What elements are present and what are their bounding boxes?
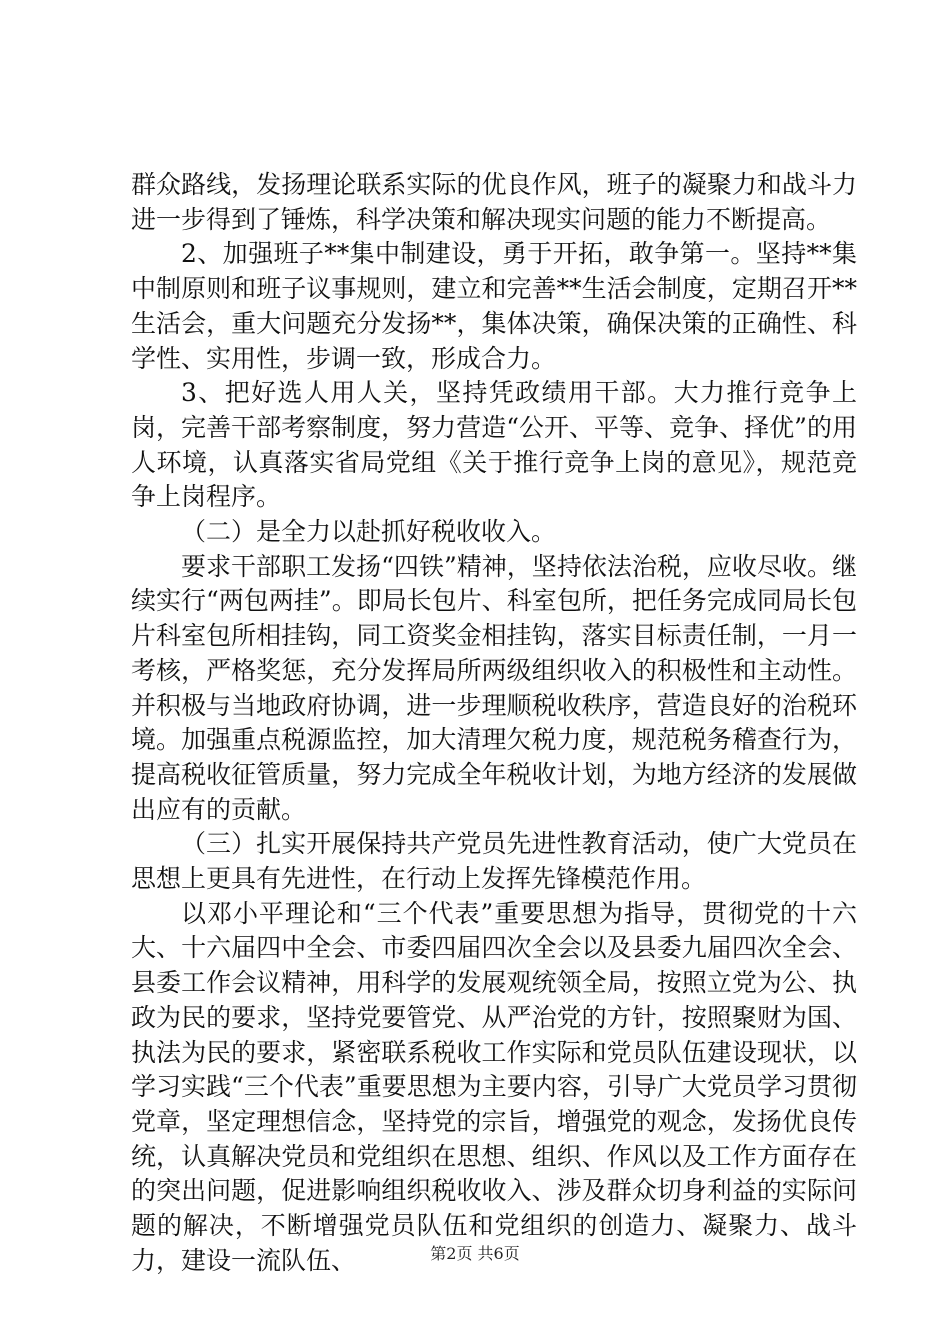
paragraph-item-2: 2、加强班子**集中制建设，勇于开拓，敢争第一。坚持**集中制原则和班子议事规则，建立和完善**生活会制度，定期召开**生活会，重大问题充分发扬**，集体决策，确保决策的正确性、科学性、实用性，步调一致，形成合力。: [131, 239, 857, 373]
paragraph-continuation: 群众路线，发扬理论联系实际的优良作风，班子的凝聚力和战斗力进一步得到了锤炼，科学决策和解决现实问题的能力不断提高。: [131, 170, 857, 234]
paragraph-tax-revenue: 要求干部职工发扬“四铁”精神，坚持依法治税，应收尽收。继续实行“两包两挂”。即局长包片、科室包所，把任务完成同局长包片科室包所相挂钩，同工资奖金相挂钩，落实目标责任制，一月一考核，严格奖惩，充分发挥局所两级组织收入的积极性和主动性。并积极与当地政府协调，进一步理顺税收秩序，营造良好的治税环境。加强重点税源监控，加大清理欠税力度，规范税务稽查行为，提高税收征管质量，努力完成全年税收计划，为地方经济的发展做出应有的贡献。: [131, 551, 857, 824]
paragraph-item-3: 3、把好选人用人关，坚持凭政绩用干部。大力推行竞争上岗，完善干部考察制度，努力营造“公开、平等、竞争、择优”的用人环境，认真落实省局党组《关于推行竞争上岗的意见》，规范竞争上岗程序。: [131, 378, 857, 512]
paragraph-guiding-theory: 以邓小平理论和“三个代表”重要思想为指导，贯彻党的十六大、十六届四中全会、市委四届四次全会以及县委九届四次全会、县委工作会议精神，用科学的发展观统领全局，按照立党为公、执政为民的要求，坚持党要管党、从严治党的方针，按照聚财为国、执法为民的要求，紧密联系税收工作实际和党员队伍建设现状，以学习实践“三个代表”重要思想为主要内容，引导广大党员学习贯彻党章，坚定理想信念，坚持党的宗旨，增强党的观念，发扬优良传统，认真解决党员和党组织在思想、组织、作风以及工作方面存在的突出问题，促进影响组织税收收入、涉及群众切身利益的实际问题的解决，不断增强党员队伍和党组织的创造力、凝聚力、战斗力，建设一流队伍、: [131, 898, 857, 1275]
page-number-footer: 第2页 共6页: [430, 1244, 520, 1263]
section-heading-2: （二）是全力以赴抓好税收收入。: [181, 517, 557, 547]
section-heading-3: （三）扎实开展保持共产党员先进性教育活动，使广大党员在思想上更具有先进性，在行动上发挥先锋模范作用。: [131, 829, 857, 894]
document-body: [131, 168, 857, 1279]
